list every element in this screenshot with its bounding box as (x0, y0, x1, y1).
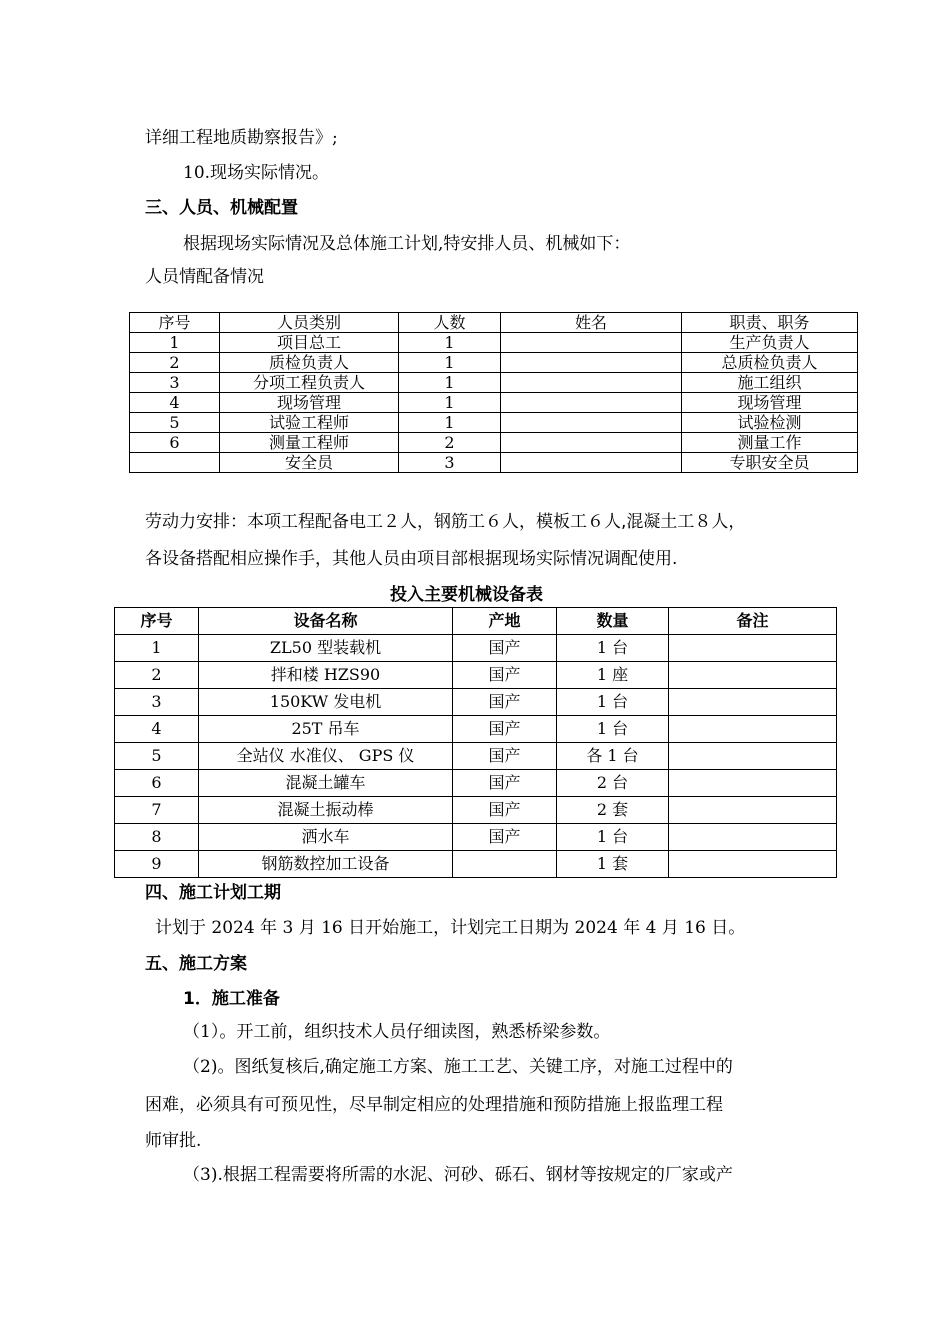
table-cell: 2 (130, 353, 220, 373)
table-row (115, 770, 837, 797)
table-cell: 全站仪 水准仪、 GPS 仪 (199, 743, 453, 770)
table-cell: 1 套 (557, 851, 669, 878)
table-cell: 项目总工 (220, 333, 399, 353)
table-cell: 拌和楼 HZS90 (199, 662, 453, 689)
table-cell (669, 716, 837, 743)
text-line: 10.现场实际情况。 (183, 163, 330, 183)
table-row (130, 453, 858, 473)
table-cell (501, 433, 682, 453)
table-row (115, 851, 837, 878)
table-header-cell: 姓名 (501, 313, 682, 333)
table-cell: 国产 (453, 824, 557, 851)
table-cell (130, 453, 220, 473)
table-header-cell: 人员类别 (220, 313, 399, 333)
table-cell: 国产 (453, 770, 557, 797)
table-cell: 3 (115, 689, 199, 716)
table-cell: 1 座 (557, 662, 669, 689)
paragraph: 计划于 2024 年 3 月 16 日开始施工，计划完工日期为 2024 年 4 月 16 日。 (155, 918, 746, 938)
table-cell: 3 (399, 453, 501, 473)
table-cell: 2 (399, 433, 501, 453)
table-header-cell: 序号 (115, 608, 199, 635)
table-cell: 4 (130, 393, 220, 413)
paragraph: 根据现场实际情况及总体施工计划,特安排人员、机械如下： (183, 234, 631, 254)
table-header-cell: 序号 (130, 313, 220, 333)
table-cell: 7 (115, 797, 199, 824)
table-cell: 测量工程师 (220, 433, 399, 453)
table-header-row (130, 313, 858, 333)
table-cell: 国产 (453, 689, 557, 716)
table-row (115, 635, 837, 662)
table-cell (669, 635, 837, 662)
table-cell: 分项工程负责人 (220, 373, 399, 393)
section-heading: 四、施工计划工期 (145, 883, 281, 903)
table-cell: 1 (399, 393, 501, 413)
table-cell: 1 (399, 353, 501, 373)
table-cell: 生产负责人 (682, 333, 858, 353)
table-cell: 1 台 (557, 824, 669, 851)
table-row (130, 353, 858, 373)
table-cell: 各 1 台 (557, 743, 669, 770)
table-header-row (115, 608, 837, 635)
table-cell (501, 393, 682, 413)
table-cell: 2 (115, 662, 199, 689)
table-row (130, 433, 858, 453)
table-row (130, 333, 858, 353)
paragraph: 各设备搭配相应操作手，其他人员由项目部根据现场实际情况调配使用. (145, 549, 678, 569)
table-cell: 1 (399, 373, 501, 393)
table-cell: 8 (115, 824, 199, 851)
table-cell: 1 (130, 333, 220, 353)
table-row (115, 824, 837, 851)
table-cell: 国产 (453, 743, 557, 770)
table-cell (453, 851, 557, 878)
table-caption: 人员情配备情况 (145, 267, 264, 287)
equipment-table (114, 607, 837, 878)
table-cell: 国产 (453, 635, 557, 662)
table-cell (669, 851, 837, 878)
table-header-cell: 备注 (669, 608, 837, 635)
table-cell: 150KW 发电机 (199, 689, 453, 716)
table-cell: 6 (115, 770, 199, 797)
table-cell (501, 333, 682, 353)
table-row (115, 662, 837, 689)
table-cell (669, 743, 837, 770)
section-heading: 三、人员、机械配置 (145, 198, 298, 218)
table-row (130, 413, 858, 433)
table-row (130, 373, 858, 393)
table-header-cell: 产地 (453, 608, 557, 635)
table-cell: 混凝土罐车 (199, 770, 453, 797)
table-cell (669, 689, 837, 716)
table-cell (669, 797, 837, 824)
table-cell: 5 (115, 743, 199, 770)
table-cell: 2 台 (557, 770, 669, 797)
table-title: 投入主要机械设备表 (390, 585, 543, 605)
table-cell: 1 台 (557, 635, 669, 662)
table-cell: 钢筋数控加工设备 (199, 851, 453, 878)
table-cell: 25T 吊车 (199, 716, 453, 743)
table-cell: 1 台 (557, 689, 669, 716)
table-cell: 安全员 (220, 453, 399, 473)
paragraph: 师审批. (145, 1131, 202, 1151)
table-cell (669, 770, 837, 797)
table-cell: 1 台 (557, 716, 669, 743)
table-row (115, 743, 837, 770)
table-cell: 试验工程师 (220, 413, 399, 433)
paragraph: 劳动力安排：本项工程配备电工２人，钢筋工６人，模板工６人,混凝土工８人， (145, 512, 746, 532)
table-cell: 2 套 (557, 797, 669, 824)
table-header-cell: 设备名称 (199, 608, 453, 635)
table-header-cell: 数量 (557, 608, 669, 635)
text-line: 详细工程地质勘察报告》; (145, 128, 338, 148)
table-cell: 6 (130, 433, 220, 453)
table-cell (501, 373, 682, 393)
table-cell: 4 (115, 716, 199, 743)
table-header-cell: 职责、职务 (682, 313, 858, 333)
table-cell: 施工组织 (682, 373, 858, 393)
table-cell (669, 824, 837, 851)
paragraph: （1）。开工前，组织技术人员仔细读图，熟悉桥梁参数。 (183, 1022, 611, 1042)
table-cell: 专职安全员 (682, 453, 858, 473)
table-cell: 3 (130, 373, 220, 393)
table-row (115, 716, 837, 743)
table-cell: 9 (115, 851, 199, 878)
section-heading: 五、施工方案 (145, 954, 247, 974)
paragraph: （2)。图纸复核后,确定施工方案、施工工艺、关键工序，对施工过程中的 (183, 1057, 733, 1077)
table-cell: 国产 (453, 662, 557, 689)
table-cell: 现场管理 (220, 393, 399, 413)
table-cell (501, 413, 682, 433)
paragraph: 困难，必须具有可预见性，尽早制定相应的处理措施和预防措施上报监理工程 (145, 1095, 723, 1115)
table-cell: ZL50 型装载机 (199, 635, 453, 662)
table-cell: 国产 (453, 797, 557, 824)
paragraph: （3).根据工程需要将所需的水泥、河砂、砾石、钢材等按规定的厂家或产 (183, 1165, 733, 1185)
table-row (115, 797, 837, 824)
table-cell: 1 (399, 333, 501, 353)
table-cell: 质检负责人 (220, 353, 399, 373)
table-row (130, 393, 858, 413)
table-cell (669, 662, 837, 689)
table-cell: 测量工作 (682, 433, 858, 453)
table-cell: 洒水车 (199, 824, 453, 851)
staff-table (129, 312, 858, 473)
table-cell: 国产 (453, 716, 557, 743)
table-cell: 5 (130, 413, 220, 433)
table-header-cell: 人数 (399, 313, 501, 333)
table-cell: 1 (115, 635, 199, 662)
table-cell: 混凝土振动棒 (199, 797, 453, 824)
table-cell (501, 353, 682, 373)
table-cell: 总质检负责人 (682, 353, 858, 373)
sub-heading: 1．施工准备 (183, 989, 280, 1009)
table-row (115, 689, 837, 716)
table-cell: 1 (399, 413, 501, 433)
table-cell: 试验检测 (682, 413, 858, 433)
table-cell (501, 453, 682, 473)
table-cell: 现场管理 (682, 393, 858, 413)
